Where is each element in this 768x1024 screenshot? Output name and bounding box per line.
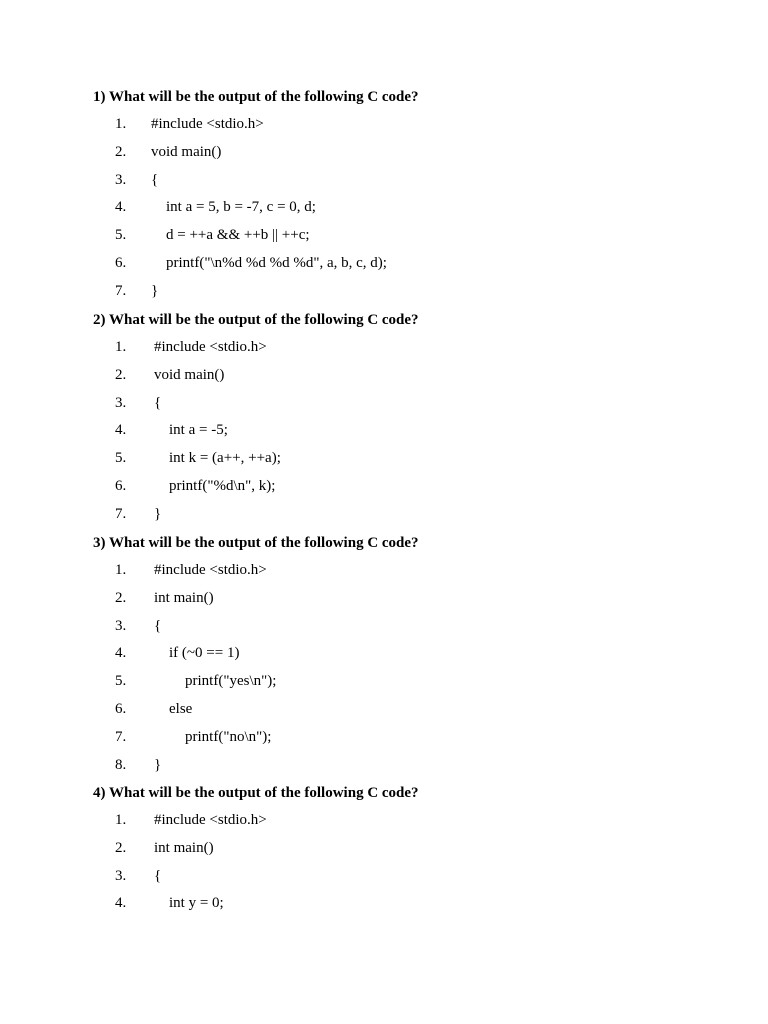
line-number: 2. [115,839,127,856]
question-title: 1) What will be the output of the following C code? [93,89,419,105]
code-text: printf("\n%d %d %d %d", a, b, c, d); [166,254,387,271]
code-line [93,217,693,245]
code-line [93,134,693,162]
code-text: { [151,171,159,188]
code-text: { [154,867,162,884]
code-text: printf("yes\n"); [185,673,277,690]
code-text: { [154,394,162,411]
code-text: printf("no\n"); [185,728,272,745]
code-line [93,496,693,524]
code-text: else [169,700,193,717]
line-number: 8. [115,756,127,773]
code-text: int main() [154,589,214,606]
code-line [93,691,693,719]
code-text: } [151,282,159,299]
question-title: 3) What will be the output of the following C code? [93,535,419,551]
line-number: 5. [115,673,127,690]
question-title: 2) What will be the output of the following C code? [93,312,419,328]
line-number: 3. [115,394,127,411]
line-number: 7. [115,728,127,745]
code-text: int a = 5, b = -7, c = 0, d; [166,199,316,216]
line-number: 5. [115,450,127,467]
line-number: 5. [115,227,127,244]
code-line [93,663,693,691]
line-number: 3. [115,171,127,188]
line-number: 6. [115,700,127,717]
line-number: 2. [115,589,127,606]
line-number: 7. [115,282,127,299]
code-line [93,329,693,357]
code-line [93,385,693,413]
code-line [93,635,693,663]
code-text: if (~0 == 1) [169,645,240,662]
line-number: 4. [115,645,127,662]
question-2 [93,311,693,524]
code-listing [93,552,693,774]
line-number: 6. [115,477,127,494]
code-line [93,245,693,273]
line-number: 6. [115,254,127,271]
code-text: { [154,617,162,634]
code-line [93,440,693,468]
code-line [93,162,693,190]
code-line [93,189,693,217]
code-line [93,580,693,608]
code-text: } [154,505,162,522]
line-number: 1. [115,339,127,355]
line-number: 1. [115,812,127,828]
code-line [93,273,693,301]
code-line [93,885,693,913]
code-text: void main() [154,366,225,383]
code-line [93,357,693,385]
line-number: 4. [115,199,127,216]
code-text: int k = (a++, ++a); [169,450,281,467]
question-1 [93,88,693,301]
code-line [93,412,693,440]
code-text: #include <stdio.h> [151,116,264,132]
code-line [93,747,693,775]
code-line [93,802,693,830]
code-line [93,608,693,636]
question-4 [93,784,693,913]
line-number: 2. [115,143,127,160]
code-text: printf("%d\n", k); [169,477,276,494]
code-line [93,552,693,580]
line-number: 7. [115,505,127,522]
code-text: int a = -5; [169,422,228,439]
line-number: 3. [115,867,127,884]
line-number: 4. [115,422,127,439]
code-text: #include <stdio.h> [154,562,267,578]
line-number: 1. [115,116,127,132]
code-text: #include <stdio.h> [154,339,267,355]
line-number: 2. [115,366,127,383]
line-number: 1. [115,562,127,578]
question-3 [93,534,693,774]
line-number: 4. [115,895,127,912]
line-number: 3. [115,617,127,634]
code-line [93,719,693,747]
code-text: } [154,756,162,773]
code-line [93,106,693,134]
code-listing [93,329,693,524]
code-line [93,830,693,858]
code-text: void main() [151,143,222,160]
code-line [93,468,693,496]
code-text: int y = 0; [169,895,224,912]
question-title: 4) What will be the output of the following C code? [93,785,419,801]
code-text: int main() [154,839,214,856]
code-text: d = ++a && ++b || ++c; [166,227,310,244]
code-listing [93,802,693,913]
code-listing [93,106,693,301]
code-text: #include <stdio.h> [154,812,267,828]
code-line [93,858,693,886]
